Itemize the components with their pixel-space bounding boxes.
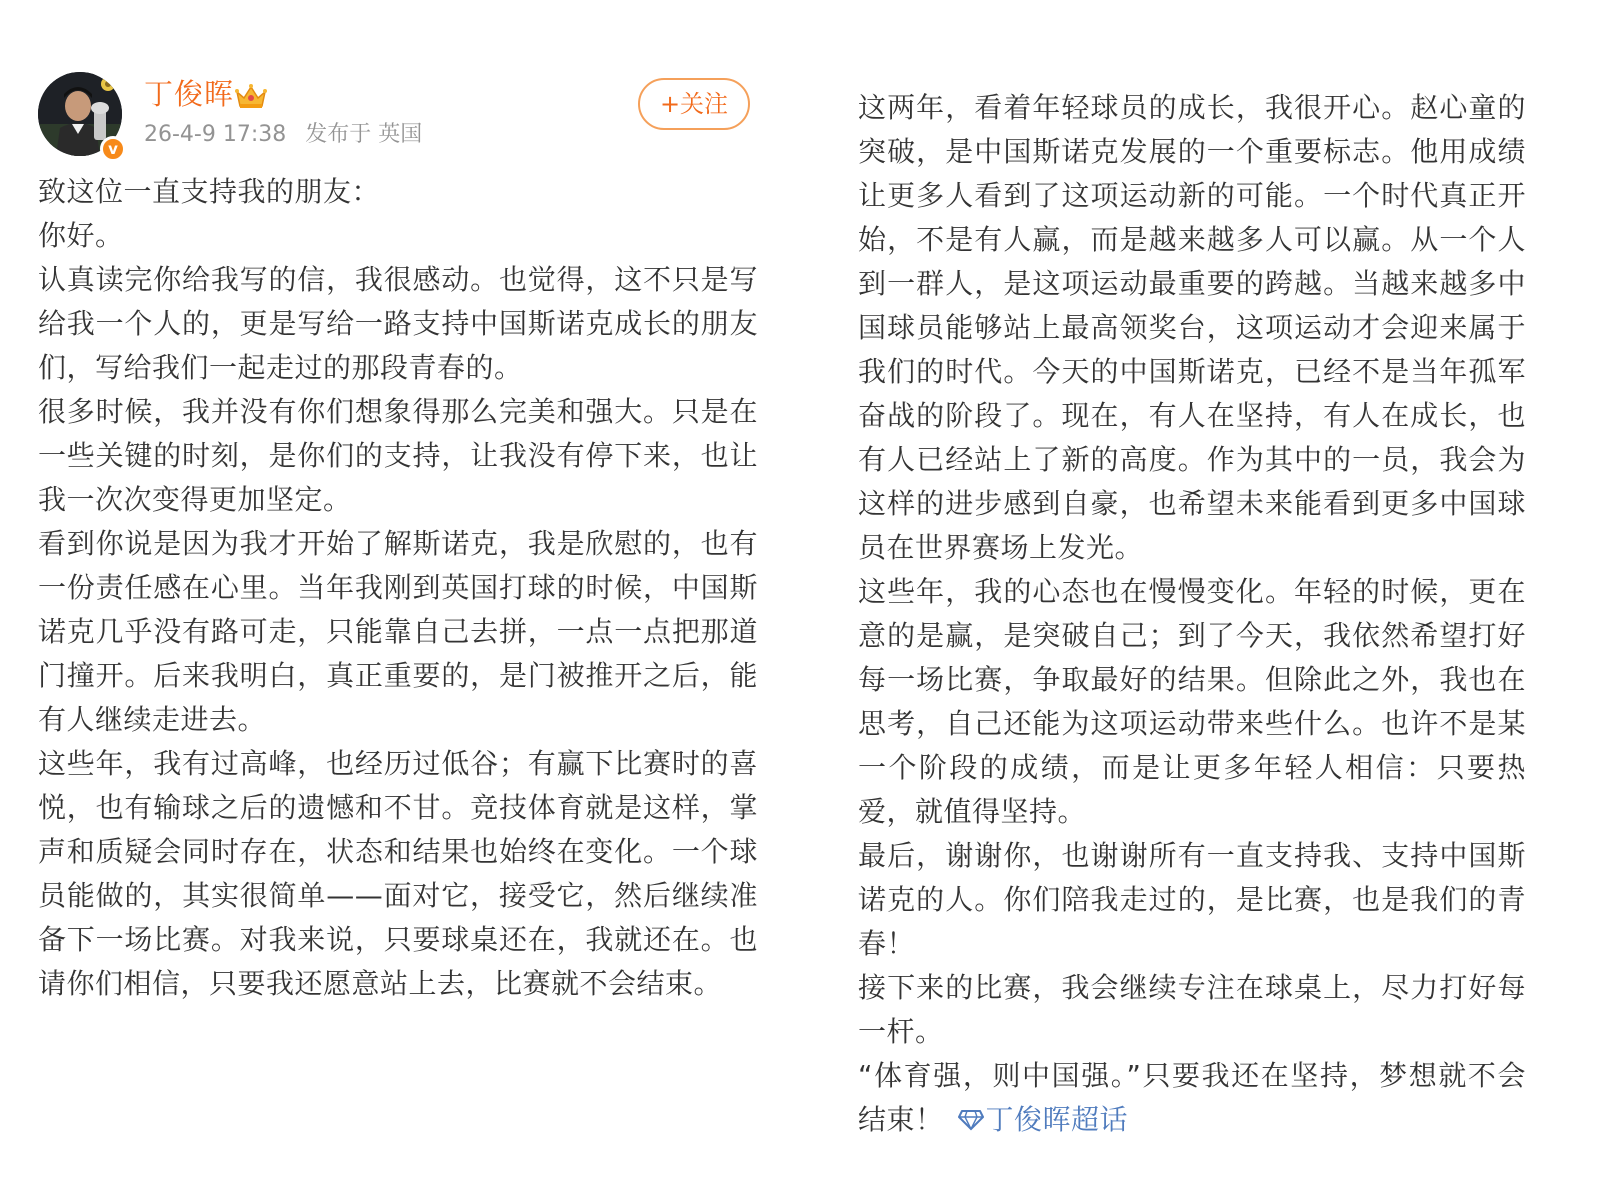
super-topic-icon bbox=[958, 1109, 984, 1131]
paragraph: 最后，谢谢你，也谢谢所有一直支持我、支持中国斯诺克的人。你们陪我走过的，是比赛，也是我们的青春！ bbox=[858, 839, 1526, 960]
post-timestamp: 26-4-9 17:38 bbox=[144, 122, 287, 147]
avatar-container[interactable] bbox=[38, 72, 122, 156]
closing-paragraph bbox=[858, 1054, 1526, 1142]
paragraph: 看到你说是因为我才开始了解斯诺克，我是欣慰的，也有一份责任感在心里。当年我刚到英国打球的时候，中国斯诺克几乎没有路可走，只能靠自己去拼，一点一点把那道门撞开。后来我明白，真正重要的，是门被推开之后，能有人继续走进去。 bbox=[38, 527, 758, 736]
super-topic-link[interactable] bbox=[944, 1103, 1129, 1136]
post-body-right bbox=[858, 86, 1526, 1142]
post-card-right bbox=[858, 80, 1608, 1136]
paragraph: 接下来的比赛，我会继续专注在球桌上，尽力打好每一杆。 bbox=[858, 971, 1526, 1048]
closing-text: “体育强，则中国强。”只要我还在坚持，梦想就不会结束！ bbox=[858, 1059, 1526, 1136]
verified-badge-icon: v bbox=[100, 136, 126, 162]
author-name[interactable]: 丁俊晖 bbox=[144, 77, 235, 111]
paragraph: 很多时候，我并没有你们想象得那么完美和强大。只是在一些关键的时刻，是你们的支持，让我没有停下来，也让我一次次变得更加坚定。 bbox=[38, 395, 758, 516]
paragraph: 这些年，我有过高峰，也经历过低谷；有赢下比赛时的喜悦，也有输球之后的遗憾和不甘。竞技体育就是这样，掌声和质疑会同时存在，状态和结果也始终在变化。一个球员能做的，其实很简单——面对它，接受它，然后继续准备下一场比赛。对我来说，只要球桌还在，我就还在。也请你们相信，只要我还愿意站上去，比赛就不会结束。 bbox=[38, 747, 758, 1000]
paragraph: 你好。 bbox=[38, 219, 124, 252]
paragraph: 这些年，我的心态也在慢慢变化。年轻的时候，更在意的是赢，是突破自己；到了今天，我依然希望打好每一场比赛，争取最好的结果。但除此之外，我也在思考，自己还能为这项运动带来些什么。也许不是某一个阶段的成绩，而是让更多年轻人相信：只要热爱，就值得坚持。 bbox=[858, 575, 1526, 828]
crown-icon bbox=[234, 82, 268, 110]
super-topic-label[interactable]: 丁俊晖超话 bbox=[985, 1103, 1129, 1136]
paragraph: 认真读完你给我写的信，我很感动。也觉得，这不只是写给我一个人的，更是写给一路支持中国斯诺克成长的朋友们，写给我们一起走过的那段青春的。 bbox=[38, 263, 758, 384]
post-location: 发布于 英国 bbox=[305, 122, 423, 147]
post-card-left bbox=[20, 52, 790, 1112]
post-body-left bbox=[38, 170, 758, 1006]
paragraph: 这两年，看着年轻球员的成长，我很开心。赵心童的突破，是中国斯诺克发展的一个重要标志。他用成绩让更多人看到了这项运动新的可能。一个时代真正开始，不是有人赢，而是越来越多人可以赢。从一个人到一群人，是这项运动最重要的跨越。当越来越多中国球员能够站上最高领奖台，这项运动才会迎来属于我们的时代。今天的中国斯诺克，已经不是当年孤军奋战的阶段了。现在，有人在坚持，有人在成长，也有人已经站上了新的高度。作为其中的一员，我会为这样的进步感到自豪，也希望未来能看到更多中国球员在世界赛场上发光。 bbox=[858, 91, 1526, 564]
post-meta bbox=[144, 118, 434, 152]
paragraph: 致这位一直支持我的朋友： bbox=[38, 175, 381, 208]
follow-button[interactable]: +关注 bbox=[638, 78, 750, 130]
